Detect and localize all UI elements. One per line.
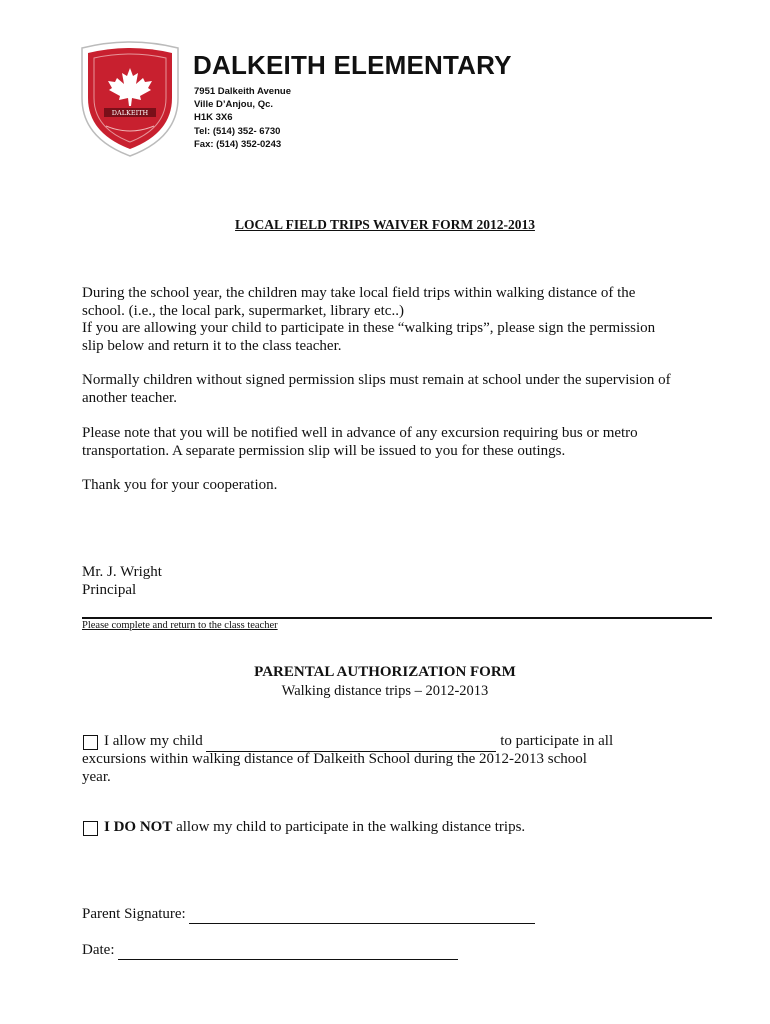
paragraph-line: transportation. A separate permission slip will be issued to you for these outings. [82, 442, 566, 459]
address-postal-code: H1K 3X6 [194, 112, 233, 124]
principal-title: Principal [82, 581, 137, 598]
school-name: DALKEITH ELEMENTARY [193, 50, 512, 80]
deny-checkbox[interactable] [83, 821, 98, 836]
return-instruction: Please complete and return to the class teacher [82, 620, 278, 631]
paragraph-line: slip below and return it to the class teacher. [82, 337, 342, 354]
allow-suffix: to participate in all [500, 733, 614, 749]
address-phone: Tel: (514) 352- 6730 [194, 125, 281, 137]
paragraph-field-trips [82, 285, 702, 355]
allow-prefix: I allow my child [104, 733, 203, 749]
address-fax: Fax: (514) 352-0243 [194, 138, 282, 150]
parent-signature-label: Parent Signature: [82, 906, 186, 922]
deny-rest: allow my child to participate in the walking distance trips. [172, 819, 526, 835]
school-address [194, 85, 291, 151]
authorization-form-subtitle: Walking distance trips – 2012-2013 [281, 683, 489, 699]
allow-statement [104, 733, 613, 752]
address-street: 7951 Dalkeith Avenue [194, 86, 291, 97]
child-name-field[interactable] [206, 733, 496, 752]
section-divider [82, 617, 712, 619]
waiver-form-title: LOCAL FIELD TRIPS WAIVER FORM 2012-2013 [235, 217, 535, 232]
address-city: Ville D’Anjou, Qc. [194, 99, 274, 111]
paragraph-line: During the school year, the children may take local field trips within walking distance of the [82, 285, 636, 301]
paragraph-line: school. (i.e., the local park, supermarket, library etc..) [82, 302, 404, 319]
allow-line: year. [82, 768, 111, 785]
paragraph-thanks [82, 477, 702, 495]
paragraph-line: If you are allowing your child to participate in these “walking trips”, please sign the permission [82, 320, 656, 336]
deny-emphasis: I DO NOT [104, 819, 173, 835]
date-label: Date: [82, 942, 115, 958]
paragraph-supervision [82, 372, 702, 407]
paragraph-transportation [82, 425, 702, 460]
crest-label: DALKEITH [111, 109, 149, 117]
parent-signature-row [82, 906, 535, 924]
date-field[interactable] [118, 942, 458, 960]
allow-statement-continued [82, 751, 587, 786]
paragraph-line: Normally children without signed permission slips must remain at school under the supervision of [82, 372, 671, 388]
deny-statement [104, 819, 525, 836]
school-crest-logo [74, 38, 186, 160]
paragraph-line: another teacher. [82, 389, 177, 406]
allow-checkbox[interactable] [83, 735, 98, 750]
authorization-form-title: PARENTAL AUTHORIZATION FORM [254, 664, 516, 680]
date-row [82, 942, 458, 960]
allow-line: excursions within walking distance of Dalkeith School during the 2012-2013 school [82, 751, 587, 767]
paragraph-line: Thank you for your cooperation. [82, 477, 278, 493]
parent-signature-field[interactable] [189, 906, 535, 924]
principal-signature-block [82, 564, 702, 599]
principal-name: Mr. J. Wright [82, 564, 162, 580]
paragraph-line: Please note that you will be notified well in advance of any excursion requiring bus or metro [82, 425, 638, 441]
